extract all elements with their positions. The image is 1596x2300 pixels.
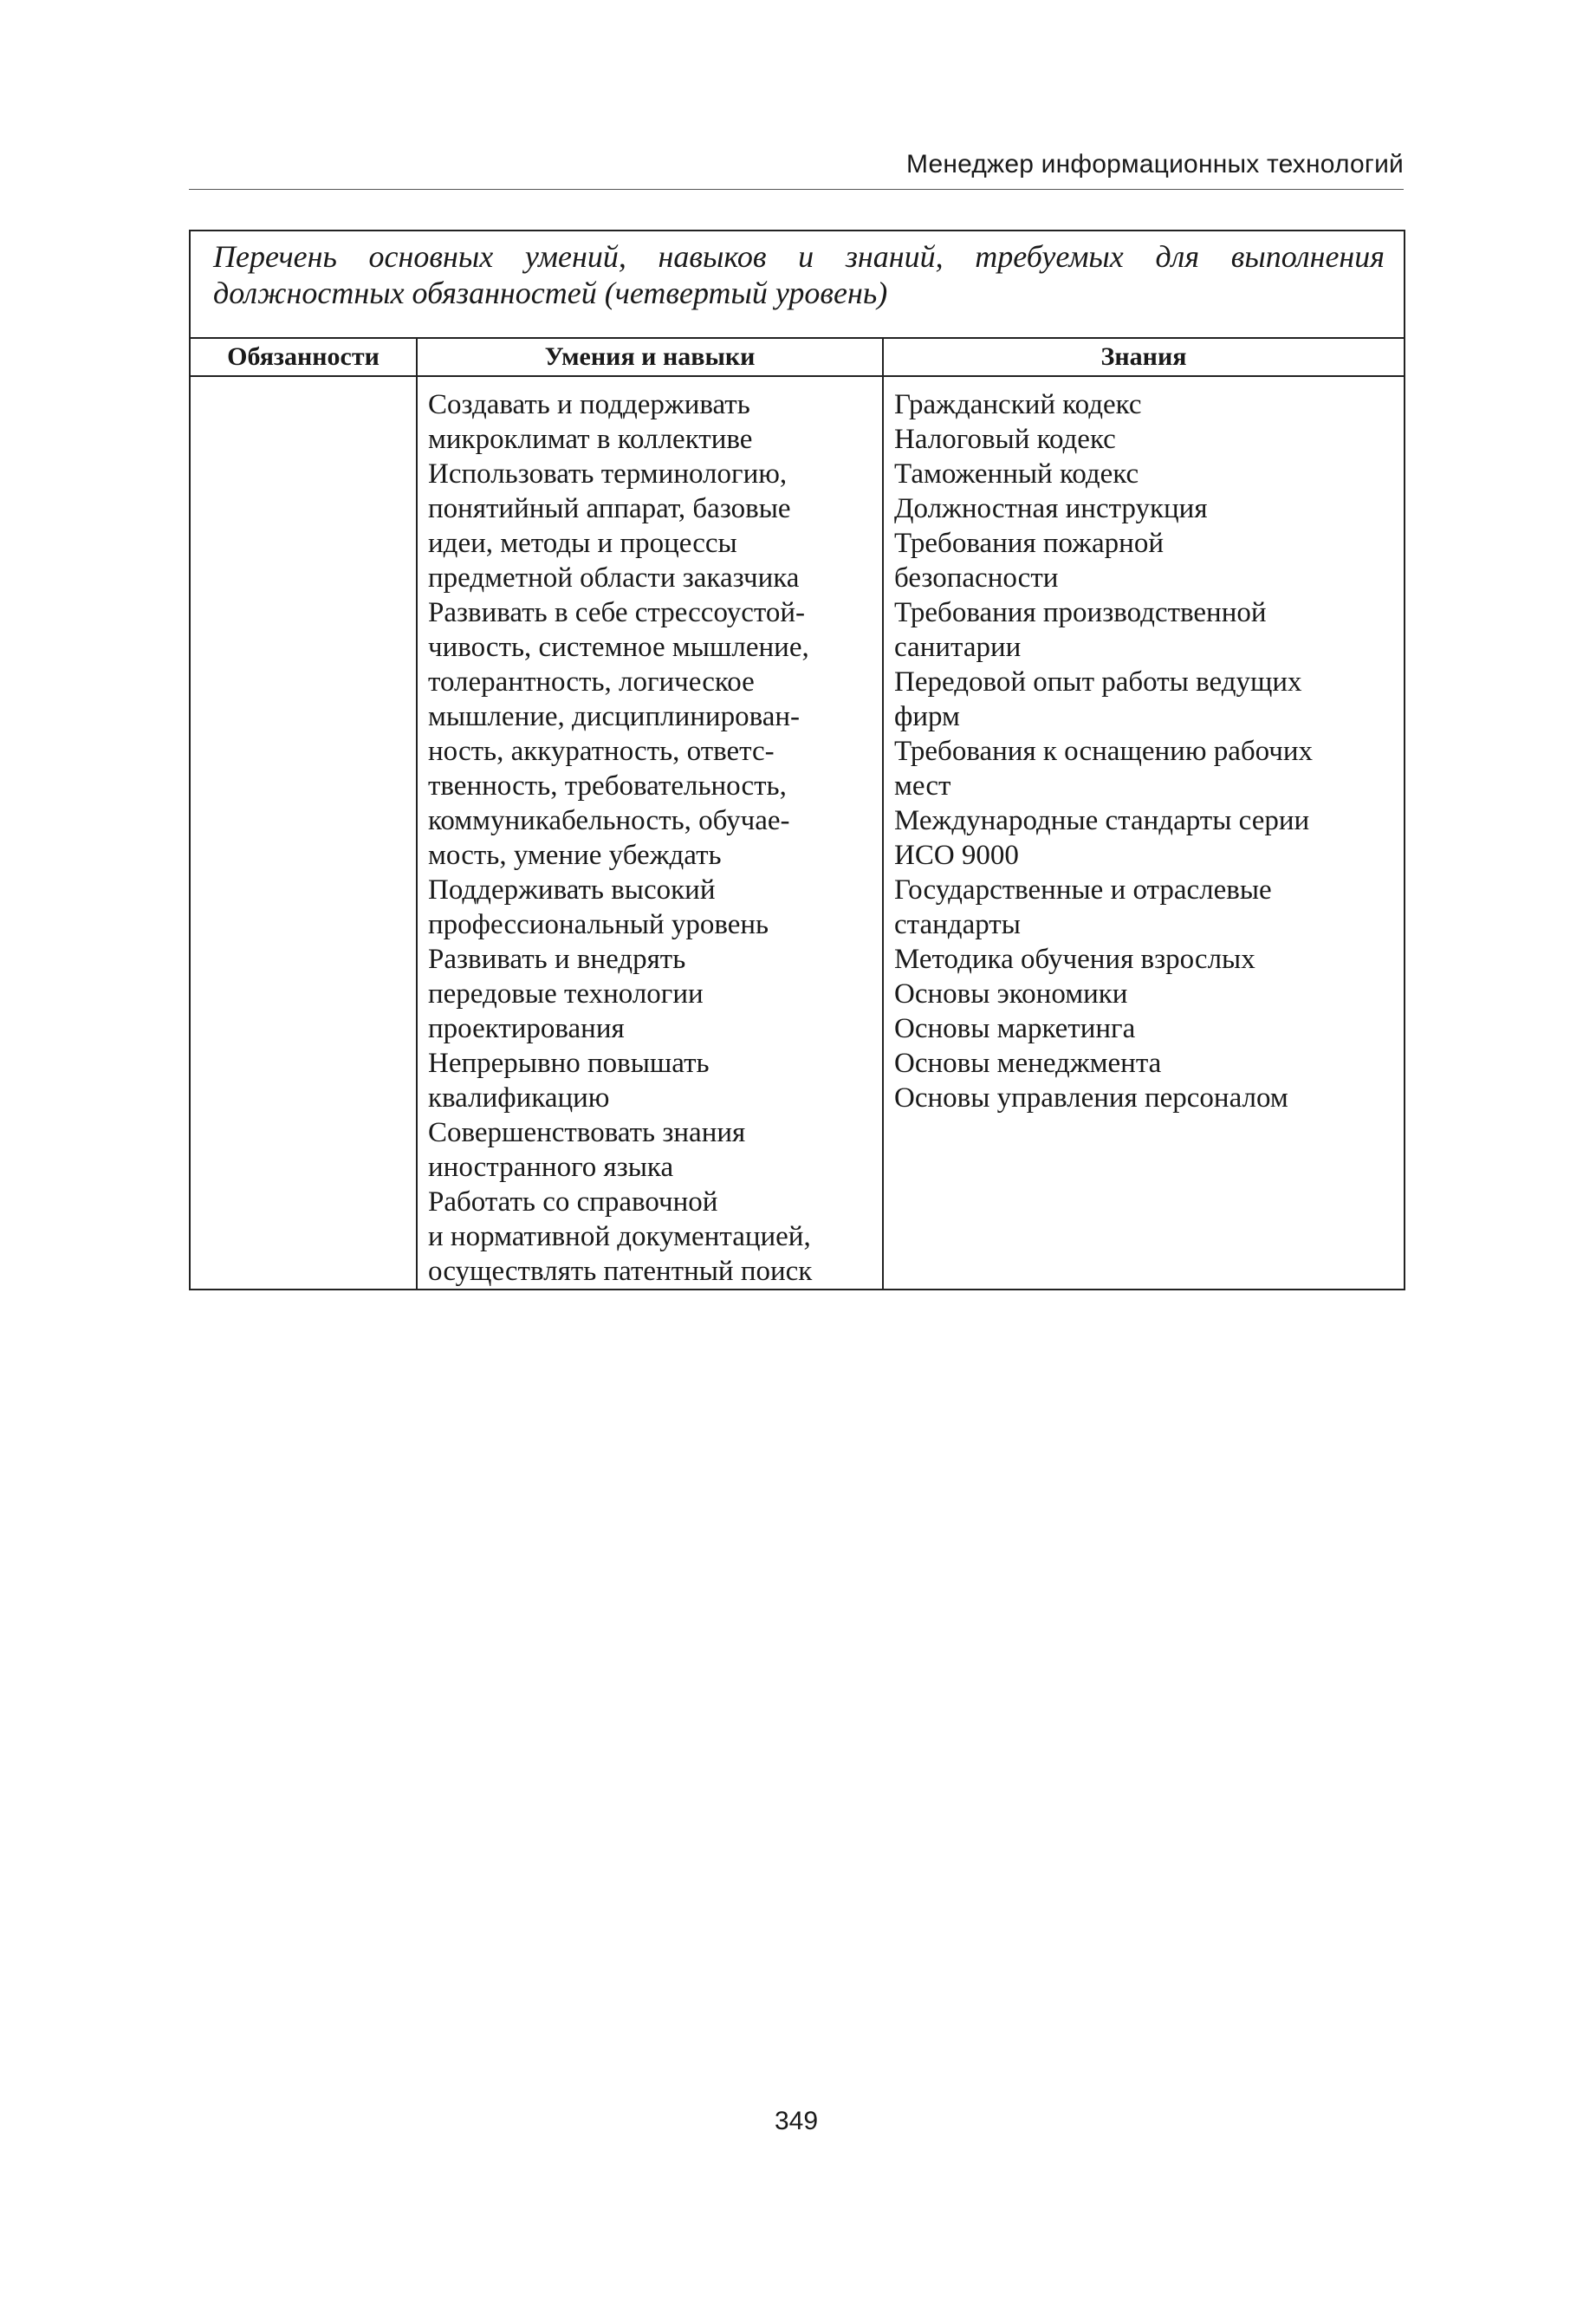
cell-text-line: коммуникабельность, обучае- bbox=[428, 805, 790, 836]
skills-table bbox=[189, 230, 1405, 1290]
column-header-row bbox=[190, 338, 1405, 376]
cell-text-line: Непрерывно повышать bbox=[428, 1048, 710, 1079]
cell-text-line: мест bbox=[894, 770, 951, 802]
cell-text-line: твенность, требовательность, bbox=[428, 770, 787, 802]
skills-cell bbox=[417, 376, 883, 1290]
cell-text-line: толерантность, логическое bbox=[428, 666, 755, 698]
cell-text-line: фирм bbox=[894, 701, 960, 732]
cell-text-line: идеи, методы и процессы bbox=[428, 528, 737, 559]
cell-text-line: Международные стандарты серии bbox=[894, 805, 1310, 836]
cell-text-line: Требования производственной bbox=[894, 597, 1267, 628]
knowledge-cell bbox=[883, 376, 1405, 1290]
cell-text-line: Должностная инструкция bbox=[894, 493, 1208, 524]
cell-text-line: Создавать и поддерживать bbox=[428, 389, 750, 420]
cell-text-line: безопасности bbox=[894, 562, 1059, 594]
cell-text-line: санитарии bbox=[894, 632, 1022, 663]
cell-text-line: Основы менеджмента bbox=[894, 1048, 1162, 1079]
duties-cell bbox=[190, 376, 417, 1290]
cell-text-line: профессиональный уровень bbox=[428, 909, 769, 940]
cell-text-line: Государственные и отраслевые bbox=[894, 874, 1272, 906]
cell-text-line: иностранного языка bbox=[428, 1152, 674, 1183]
cell-text-line: Поддерживать высокий bbox=[428, 874, 716, 906]
cell-text-line: ность, аккуратность, ответс- bbox=[428, 736, 775, 767]
cell-text-line: чивость, системное мышление, bbox=[428, 632, 809, 663]
page-number: 349 bbox=[774, 2107, 819, 2135]
cell-text-line: Основы экономики bbox=[894, 978, 1128, 1010]
cell-text-line: осуществлять патентный поиск bbox=[428, 1256, 813, 1287]
cell-text-line: Работать со справочной bbox=[428, 1186, 718, 1218]
cell-text-line: стандарты bbox=[894, 909, 1021, 940]
cell-text-line: Совершенствовать знания bbox=[428, 1117, 746, 1148]
cell-text-line: Требования пожарной bbox=[894, 528, 1164, 559]
cell-text-line: Основы управления персоналом bbox=[894, 1082, 1288, 1114]
cell-text-line: предметной области заказчика bbox=[428, 562, 800, 594]
column-header-duties: Обязанности bbox=[190, 338, 417, 376]
caption-row bbox=[190, 231, 1405, 338]
cell-text-line: Развивать и внедрять bbox=[428, 944, 686, 975]
column-header-skills: Умения и навыки bbox=[417, 338, 883, 376]
column-header-knowledge: Знания bbox=[883, 338, 1405, 376]
cell-text-line: Гражданский кодекс bbox=[894, 389, 1142, 420]
table-caption: Перечень основных умений, навыков и знаний, требуемых для выполнения должностных обязанностей (четвертый уровень) bbox=[190, 231, 1405, 338]
cell-text-line: квалификацию bbox=[428, 1082, 610, 1114]
cell-text-line: Основы маркетинга bbox=[894, 1013, 1136, 1044]
cell-text-line: Налоговый кодекс bbox=[894, 424, 1116, 455]
cell-text-line: Использовать терминологию, bbox=[428, 458, 788, 490]
cell-text-line: проектирования bbox=[428, 1013, 625, 1044]
cell-text-line: Требования к оснащению рабочих bbox=[894, 736, 1314, 767]
cell-text-line: Развивать в себе стрессоустой- bbox=[428, 597, 805, 628]
cell-text-line: Таможенный кодекс bbox=[894, 458, 1139, 490]
cell-text-line: понятийный аппарат, базовые bbox=[428, 493, 791, 524]
table-row bbox=[190, 376, 1405, 1290]
cell-text-line: передовые технологии bbox=[428, 978, 704, 1010]
running-head-title: Менеджер информационных технологий bbox=[905, 150, 1404, 179]
cell-text-line: микроклимат в коллективе bbox=[428, 424, 753, 455]
cell-text-line: Передовой опыт работы ведущих bbox=[894, 666, 1302, 698]
cell-text-line: и нормативной документацией, bbox=[428, 1221, 811, 1252]
cell-text-line: ИСО 9000 bbox=[894, 840, 1019, 871]
cell-text-line: мость, умение убеждать bbox=[428, 840, 722, 871]
cell-text-line: Методика обучения взрослых bbox=[894, 944, 1255, 975]
header-rule bbox=[189, 189, 1404, 190]
cell-text-line: мышление, дисциплинирован- bbox=[428, 701, 801, 732]
